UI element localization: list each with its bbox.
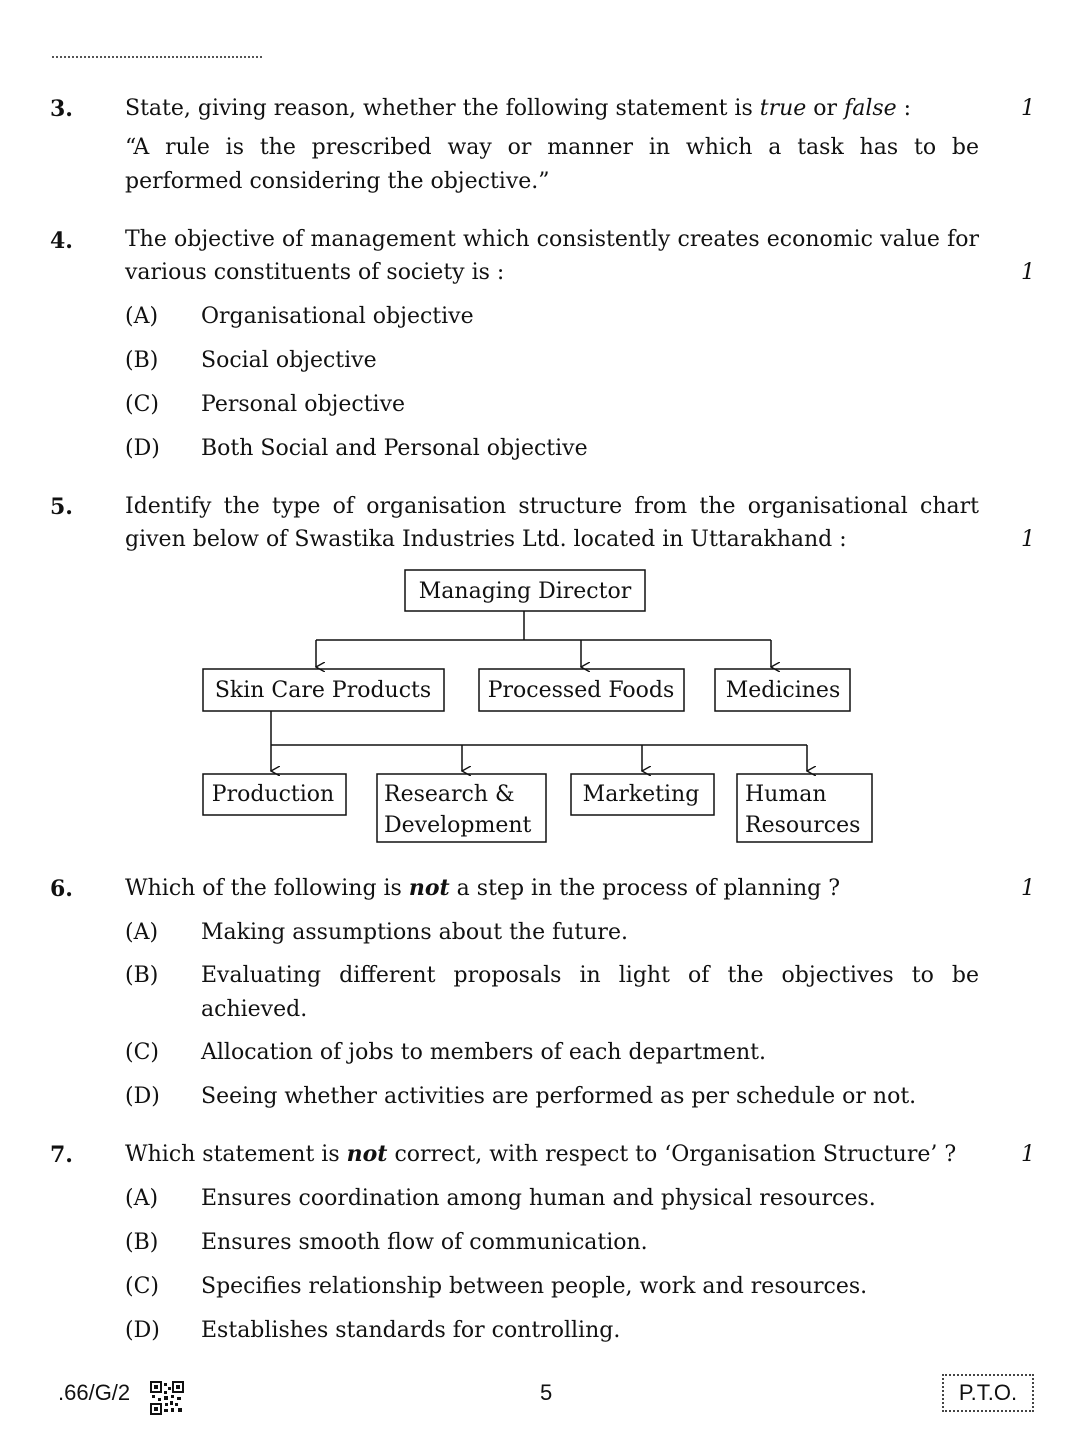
question-7-prompt [125, 1138, 979, 1171]
q7-option-b-label: (B) [125, 1230, 159, 1255]
chart-label-hr-line2: Resources [745, 813, 861, 838]
q4-option-d-label: (D) [125, 436, 160, 461]
question-5-prompt: Identify the type of organisation structure from the organisational chart given below of Swastika Industries Ltd. located in Uttarakhand : [125, 494, 979, 552]
q4-option-b-text: Social objective [201, 348, 377, 373]
pto-box: P.T.O. [942, 1374, 1034, 1412]
q6-option-b-label: (B) [125, 963, 159, 988]
question-4-prompt: The objective of management which consistently creates economic value for various constituents of society is : [125, 227, 979, 285]
q6-option-d-text: Seeing whether activities are performed as per schedule or not. [201, 1084, 917, 1109]
q6-option-d-label: (D) [125, 1084, 160, 1109]
q4-option-a-label: (A) [125, 304, 159, 329]
q6-option-a-label: (A) [125, 920, 159, 945]
question-5-marks: 1 [1021, 527, 1035, 552]
q7-option-b-text: Ensures smooth flow of communication. [201, 1230, 648, 1255]
q3-text-or: or [806, 96, 845, 121]
q3-text-colon: : [896, 96, 912, 121]
chart-label-marketing: Marketing [582, 782, 700, 807]
q7-option-c-label: (C) [125, 1274, 159, 1299]
chart-label-hr-line1: Human [745, 782, 827, 807]
q3-word-true: true [759, 96, 807, 121]
q3-word-false: false [844, 96, 897, 121]
chart-label-research-line2: Development [384, 813, 532, 838]
q7-text-before: Which statement is [125, 1142, 347, 1167]
q7-text-after: correct, with respect to ‘Organisation Structure’ ? [387, 1142, 957, 1167]
q3-text-part: State, giving reason, whether the following statement is [125, 96, 760, 121]
q7-option-a-text: Ensures coordination among human and physical resources. [201, 1186, 876, 1211]
q4-option-c-text: Personal objective [201, 392, 406, 417]
q7-option-c-text: Specifies relationship between people, work and resources. [201, 1274, 868, 1299]
chart-label-medicines: Medicines [725, 678, 841, 703]
qr-code-icon [150, 1381, 184, 1415]
q7-emphasis-not: not [346, 1141, 388, 1167]
q6-text-before: Which of the following is [125, 876, 409, 901]
question-4-number: 4. [50, 228, 73, 254]
question-7-number: 7. [50, 1142, 73, 1168]
chart-label-production: Production [211, 782, 335, 807]
paper-code: .66/G/2 [58, 1380, 131, 1405]
q6-option-c-label: (C) [125, 1040, 159, 1065]
q6-emphasis-not: not [408, 875, 450, 901]
question-3-statement: “A rule is the prescribed way or manner in which a task has to be performed considering the objective.” [125, 135, 979, 194]
chart-label-managing-director: Managing Director [418, 579, 632, 604]
chart-label-research-line1: Research & [384, 782, 515, 807]
question-6-marks: 1 [1021, 876, 1035, 901]
question-6-prompt [125, 872, 979, 905]
q6-text-after: a step in the process of planning ? [449, 876, 841, 901]
q4-option-a-text: Organisational objective [201, 304, 474, 329]
question-4-marks: 1 [1021, 260, 1035, 285]
question-3-number: 3. [50, 96, 73, 122]
q7-option-a-label: (A) [125, 1186, 159, 1211]
q4-option-c-label: (C) [125, 392, 159, 417]
page-number: 5 [540, 1380, 553, 1405]
question-6-number: 6. [50, 876, 73, 902]
q6-option-a-text: Making assumptions about the future. [201, 920, 628, 945]
q4-option-d-text: Both Social and Personal objective [201, 436, 588, 461]
question-5-number: 5. [50, 494, 73, 520]
q6-option-c-text: Allocation of jobs to members of each department. [201, 1040, 767, 1065]
question-3-marks: 1 [1021, 96, 1035, 121]
q7-option-d-label: (D) [125, 1318, 160, 1343]
q4-option-b-label: (B) [125, 348, 159, 373]
question-7-marks: 1 [1021, 1142, 1035, 1167]
q6-option-b-text: Evaluating different proposals in light of the objectives to be achieved. [201, 963, 979, 1022]
chart-label-skin-care-products: Skin Care Products [214, 678, 432, 703]
chart-label-processed-foods: Processed Foods [487, 678, 675, 703]
q7-option-d-text: Establishes standards for controlling. [201, 1318, 621, 1343]
